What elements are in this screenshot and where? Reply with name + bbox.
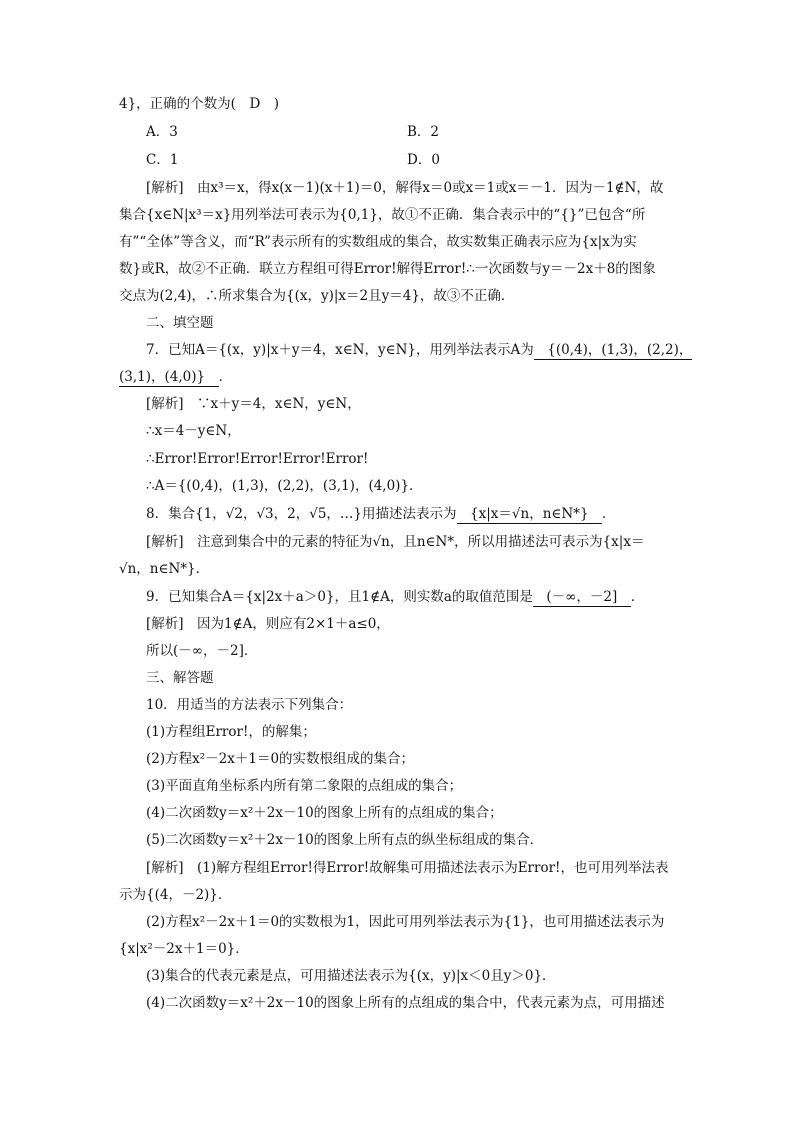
text-line: 4}，正确的个数为( D ) [119,96,280,112]
text-line: (5)二次函数y＝x²＋2x－10的图象上所有点的纵坐标组成的集合． [146,832,544,848]
answer-blank: (－∞，－2] [532,589,631,605]
text-line: 示为{(4，－2)}． [119,887,232,903]
option-a: A．3 [146,124,178,140]
question-9 [146,588,644,606]
text-line: ∴Error!Error!Error!Error!Error! [146,451,369,467]
text-line: (2)方程x²－2x＋1＝0的实数根为1，因此可用列举法表示为{1}，也可用描述法表示为 [146,914,665,930]
text-line: [解析] 因为1∉A，则应有2×1＋a≤0， [146,616,390,632]
punctuation: ． [602,506,616,522]
punctuation: ． [630,589,645,605]
text-line: 所以(－∞，－2]． [146,643,258,659]
text-line: 集合{x∈N|x³＝x}用列举法可表示为{0,1}，故①不正确．集合表示中的“{}”已包含“所 [119,207,646,223]
question-7-cont [119,368,232,386]
text-line: (3)平面直角坐标系内所有第二象限的点组成的集合； [146,778,463,794]
text-line: 交点为(2,4)，∴所求集合为{(x，y)|x＝2且y＝4}，故③不正确． [119,288,515,304]
punctuation: ． [218,369,233,385]
question-text: 7．已知A＝{(x，y)|x＋y＝4，x∈N，y∈N}，用列举法表示A为 [146,342,534,358]
answer-blank: {x|x＝√n，n∈N*} [456,506,603,522]
text-line: {x|x²－2x＋1＝0}． [119,941,249,957]
option-c: C．1 [146,152,179,168]
text-line: (4)二次函数y＝x²＋2x－10的图象上所有的点组成的集合中，代表元素为点，可用描述 [146,995,665,1011]
question-text: 8．集合{1，√2，√3，2，√5，…}用描述法表示为 [146,506,457,522]
text-line: 有”“全体”等含义，而“R”表示所有的实数组成的集合，故实数集正确表示应为{x|x为实 [119,234,637,250]
section-heading: 二、填空题 [146,315,214,331]
text-line: [解析] (1)解方程组Error!得Error!故解集可用描述法表示为Error!，也可用列举法表 [146,860,669,876]
text-line: [解析] ∵x＋y＝4，x∈N，y∈N， [146,396,361,412]
question-7 [146,341,692,359]
option-b: B．2 [407,124,440,140]
text-line: (4)二次函数y＝x²＋2x－10的图象上所有的点组成的集合； [146,805,503,821]
option-d: D．0 [407,152,440,168]
answer-blank: {(0,4)，(1,3)，(2,2)， [533,342,693,358]
text-line: (3)集合的代表元素是点，可用描述法表示为{(x，y)|x＜0且y＞0}． [146,968,556,984]
section-heading: 三、解答题 [146,670,214,686]
question-text: 9．已知集合A＝{x|2x＋a＞0}，且1∉A，则实数a的取值范围是 [146,589,533,605]
text-line: ∴x＝4－y∈N， [146,423,241,439]
text-line: (1)方程组Error!，的解集； [146,724,316,740]
answer-blank: (3,1)，(4,0)} [119,369,219,385]
text-line: √n，n∈N*}． [119,561,210,577]
text-line: (2)方程x²－2x＋1＝0的实数根组成的集合； [146,751,415,767]
text-line: [解析] 由x³＝x，得x(x－1)(x＋1)＝0，解得x＝0或x＝1或x＝－1．因为－1∉N，故 [146,180,664,196]
text-line: [解析] 注意到集合中的元素的特征为√n，且n∈N*，所以用描述法可表示为{x|x＝ [146,534,645,550]
text-line: 数}或R，故②不正确．联立方程组可得Error!解得Error!∴一次函数与y＝－2x＋8的图象 [119,261,656,277]
text-line: 10．用适当的方法表示下列集合： [146,697,353,713]
question-8 [146,505,616,523]
text-line: ∴A＝{(0,4)，(1,3)，(2,2)，(3,1)，(4,0)}． [146,478,423,494]
